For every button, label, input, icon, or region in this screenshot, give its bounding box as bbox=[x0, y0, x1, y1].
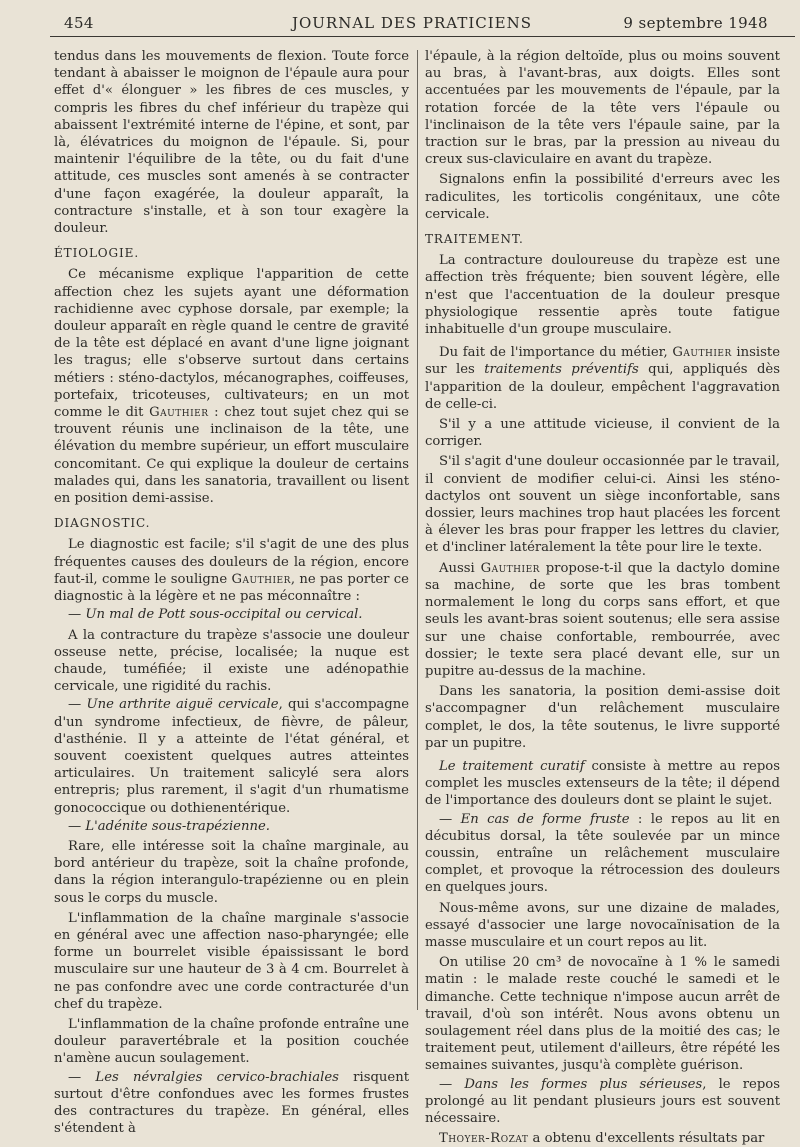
column-divider bbox=[417, 50, 418, 1010]
paragraph: Le traitement curatif consiste à mettre au repos complet les muscles extenseurs de la tête; il dépend de l'importance des douleurs dont se plaint le sujet. bbox=[425, 758, 780, 809]
author-name: Thoyer-Rozat bbox=[439, 1131, 529, 1147]
author-name: Gauthier bbox=[672, 345, 732, 361]
paragraph: S'il y a une attitude vicieuse, il convient de la corriger. bbox=[425, 417, 780, 450]
section-heading-traitement: TRAITEMENT. bbox=[425, 232, 524, 247]
list-item: — Dans les formes plus sérieuses, le repos prolongé au lit pendant plusieurs jours est souvent nécessaire. bbox=[425, 1076, 780, 1126]
paragraph: Rare, elle intéresse soit la chaîne marginale, au bord antérieur du trapèze, soit la chaîne profonde, dans la région interangulo-trapézienne ou en plein sous le corps du muscle. bbox=[54, 838, 409, 906]
paragraph: A la contracture du trapèze s'associe une douleur osseuse nette, précise, localisée; la nuque est chaude, tuméfiée; il existe une adénopathie cervicale, une rigidité du rachis. bbox=[54, 627, 409, 695]
left-column bbox=[54, 48, 409, 1137]
paragraph: La contracture douloureuse du trapèze est une affection très fréquente; bien souvent légère, elle n'est que l'accentuation de la douleur presque physiologique ressentie après toute fatigue inhabituelle d'un groupe musculaire. bbox=[425, 253, 780, 338]
list-item: — Un mal de Pott sous-occipital ou cervical. bbox=[68, 607, 363, 623]
paragraph: l'épaule, à la région deltoïde, plus ou moins souvent au bras, à l'avant-bras, aux doigts. Elles sont accentuées par les mouvements de l'épaule, par la rotation forcée de la tête vers l'épaule ou l'inclinaison de la tête vers l'épaule saine, par la traction sur le bras, par la pression au niveau du creux sus-claviculaire en avant du trapèze. bbox=[425, 49, 780, 168]
section-heading-diagnostic: DIAGNOSTIC. bbox=[54, 516, 151, 531]
page-header bbox=[56, 10, 768, 34]
paragraph: Signalons enfin la possibilité d'erreurs avec les radiculites, les torticolis congénitaux, une côte cervicale. bbox=[425, 172, 780, 222]
paragraph: L'inflammation de la chaîne profonde entraîne une douleur paravertébrale et la position couchée n'amène aucun soulagement. bbox=[54, 1016, 409, 1067]
paragraph: S'il s'agit d'une douleur occasionnée par le travail, il convient de modifier celui-ci. Ainsi les sténo-dactylos ont souvent un siège inconfortable, sans dossier, leurs machines trop haut placées les forcent à élever les bras pour frapper les lettres du clavier, et d'incliner latéralement la tête pour lire le texte. bbox=[425, 454, 780, 556]
paragraph: Thoyer-Rozat a obtenu d'excellents résultats par bbox=[439, 1131, 765, 1147]
paragraph: Nous-même avons, sur une dizaine de malades, essayé d'associer une large novocaïnisation de la masse musculaire et un court repos au lit. bbox=[425, 900, 780, 950]
section-heading-etiologie: ÉTIOLOGIE. bbox=[54, 246, 140, 261]
paragraph: Le diagnostic est facile; s'il s'agit de une des plus fréquentes causes des douleurs de la région, encore faut-il, comme le souligne Gauthier, ne pas porter ce diagnostic à la légère et ne pas méconnaître : bbox=[54, 537, 409, 605]
paragraph: L'inflammation de la chaîne marginale s'associe en général avec une affection naso-pharyngée; elle forme un bourrelet visible épaississant le bord musculaire sur une hauteur de 3 à 4 cm. Bourrelet à ne pas confondre avec une corde contracturée d'un chef du trapèze. bbox=[54, 910, 409, 1012]
list-item: — En cas de forme fruste : le repos au lit en décubitus dorsal, la tête soulevée par un mince coussin, entraîne un relâchement musculaire complet, et provoque la rétrocession des douleurs en quelques jours. bbox=[425, 811, 781, 896]
author-name: Gauthier bbox=[231, 571, 291, 587]
paragraph: On utilise 20 cm³ de novocaïne à 1 % le samedi matin : le malade reste couché le samedi et le dimanche. Cette technique n'impose aucun arrêt de travail, d'où son intérêt. Nous avons obtenu un soulagement réel dans plus de la moitié des cas; le traitement peut, utilement d'ailleurs, être répété les semaines suivantes, jusqu'à complète guérison. bbox=[425, 955, 780, 1074]
list-item: — Les névralgies cervico-brachiales risquent surtout d'être confondues avec les formes frustes des contractures du trapèze. En général, elles s'étendent à bbox=[54, 1069, 409, 1137]
paragraph: Du fait de l'importance du métier, Gauthier insiste sur les traitements préventifs qui, appliqués dès l'apparition de la douleur, empêchent l'aggravation de celle-ci. bbox=[425, 345, 780, 412]
paragraph: Dans les sanatoria, la position demi-assise doit s'accompagner d'un relâchement musculaire complet, le dos, la tête soutenus, le livre supporté par un pupitre. bbox=[425, 684, 780, 751]
list-item: — L'adénite sous-trapézienne. bbox=[68, 818, 270, 834]
author-name: Gauthier bbox=[149, 405, 209, 421]
paragraph: tendus dans les mouvements de flexion. Toute force tendant à abaisser le moignon de l'épaule aura pour effet d'« élonguer » les fibres de ces muscles, y compris les fibres du chef inférieur du trapèze qui abaissent l'extrémité interne de l'épine, et sont, par là, élévatrices du moignon de l'épaule. Si, pour maintenir l'équilibre de la tête, ou du fait d'une attitude, ces muscles sont amenés à se contracter d'une façon exagérée, la douleur apparaît, la contracture s'installe, et à son tour exagère la douleur. bbox=[54, 49, 409, 237]
page-number: 454 bbox=[64, 14, 94, 32]
paragraph: Aussi Gauthier propose-t-il que la dactylo domine sa machine, de sorte que les bras tombent normalement le long du corps sans effort, et que seuls les avant-bras soient soutenus; elle sera assise sur une chaise confortable, rembourrée, avec dossier; le texte sera placé devant elle, sur un pupitre au-dessus de la machine. bbox=[425, 560, 780, 679]
list-item: — Une arthrite aiguë cervicale, qui s'accompagne d'un syndrome infectieux, de fièvre, de pâleur, d'asthénie. Il y a atteinte de l'état général, et souvent coexistent quelques autres atteintes articulaires. Un traitement salicylé sera alors entrepris; plus rarement, il s'agit d'un rhumatisme gonococcique ou dothienentérique. bbox=[54, 697, 410, 816]
header-rule bbox=[50, 36, 795, 37]
journal-title: JOURNAL DES PRATICIENS bbox=[291, 14, 533, 32]
author-name: Gauthier bbox=[480, 560, 540, 576]
right-column bbox=[425, 48, 780, 1147]
paragraph: Ce mécanisme explique l'apparition de cette affection chez les sujets ayant une déformation rachidienne avec cyphose dorsale, par exemple; la douleur apparaît en règle quand le centre de gravité de la tête est déplacé en avant d'une ligne joignant les tragus; elle s'observe surtout dans certains métiers : sténo-dactylos, mécanographes, coiffeuses, portefaix, tricoteuses, cultivateurs; en un mot comme le dit Gauthier : chez tout sujet chez qui se trouvent réunis une inclinaison de la tête, une élévation du membre supérieur, un effort musculaire concomitant. Ce qui explique la douleur de certains malades qui, dans les sanatoria, travaillent ou lisent en position demi-assise. bbox=[54, 267, 409, 507]
issue-date: 9 septembre 1948 bbox=[623, 14, 768, 32]
